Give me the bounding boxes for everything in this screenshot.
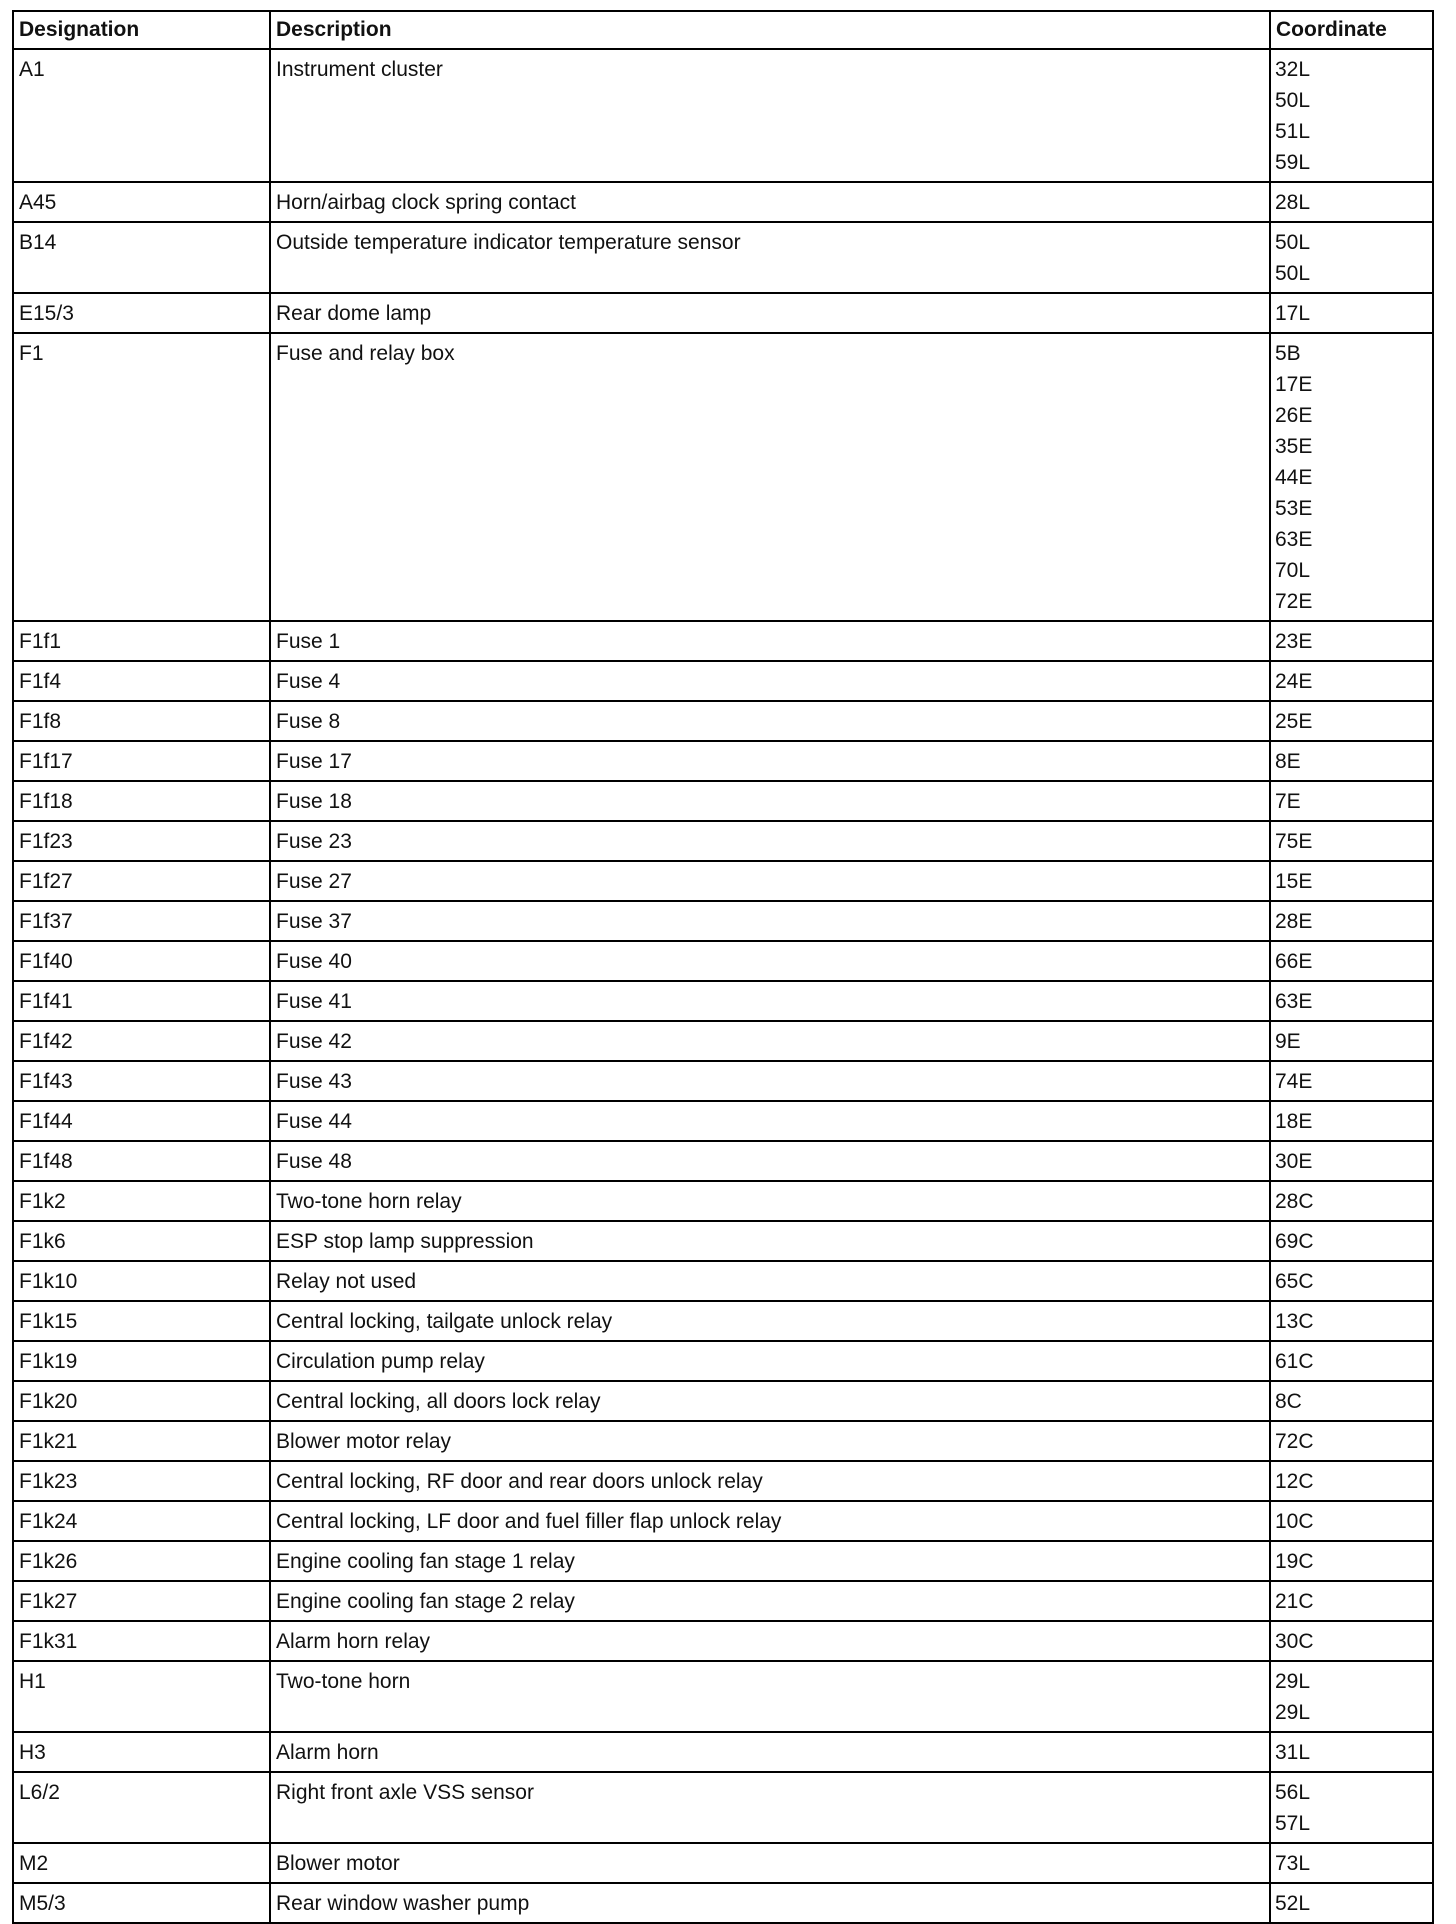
coordinate-cell [1270,222,1433,293]
coordinate-value: 63E [1275,990,1313,1013]
coordinate-cell [1270,661,1433,701]
designation-cell: F1f41 [13,981,270,1021]
coordinate-value: 72C [1275,1430,1314,1453]
description-cell: Outside temperature indicator temperature sensor [270,222,1270,293]
designation-cell: F1f27 [13,861,270,901]
coordinate-cell [1270,49,1433,182]
coordinate-value: 73L [1275,1852,1311,1875]
description-cell: Rear window washer pump [270,1883,1270,1923]
description-cell: Two-tone horn relay [270,1181,1270,1221]
coordinate-cell [1270,1732,1433,1772]
designation-cell: F1f23 [13,821,270,861]
coordinate-value: 24E [1275,670,1313,693]
description-cell: Fuse and relay box [270,333,1270,621]
description-cell: Blower motor relay [270,1421,1270,1461]
coordinate-cell [1270,1501,1433,1541]
table-row [13,1772,1433,1843]
coordinate-cell [1270,1341,1433,1381]
table-row [13,1061,1433,1101]
header-designation: Designation [13,11,270,49]
coordinate-cell [1270,701,1433,741]
description-cell: Alarm horn relay [270,1621,1270,1661]
table-row [13,1381,1433,1421]
coordinate-cell [1270,781,1433,821]
designation-cell: F1f1 [13,621,270,661]
coordinate-cell [1270,1021,1433,1061]
designation-cell: F1k26 [13,1541,270,1581]
coordinate-value: 28E [1275,910,1313,933]
table-row [13,1421,1433,1461]
table-row [13,49,1433,182]
designation-cell: M5/3 [13,1883,270,1923]
designation-cell: F1f42 [13,1021,270,1061]
table-header [13,11,1433,49]
description-cell: Fuse 43 [270,1061,1270,1101]
designation-cell: F1k10 [13,1261,270,1301]
coordinate-value: 23E [1275,630,1313,653]
designation-cell: F1f43 [13,1061,270,1101]
coordinate-value: 19C [1275,1550,1314,1573]
coordinate-value: 57L [1275,1812,1311,1835]
description-cell: Alarm horn [270,1732,1270,1772]
coordinate-cell [1270,621,1433,661]
description-cell: Fuse 23 [270,821,1270,861]
coordinate-cell [1270,1661,1433,1732]
designation-cell: M2 [13,1843,270,1883]
coordinate-value: 17L [1275,302,1311,325]
coordinate-value: 51L [1275,120,1311,143]
table-row [13,1501,1433,1541]
coordinate-cell [1270,861,1433,901]
table-row [13,781,1433,821]
coordinate-value: 75E [1275,830,1313,853]
designation-cell: F1f17 [13,741,270,781]
coordinate-value: 25E [1275,710,1313,733]
coordinate-value: 12C [1275,1470,1314,1493]
coordinate-cell [1270,741,1433,781]
component-locator-table [12,10,1434,1924]
table-row [13,1621,1433,1661]
coordinate-cell [1270,1581,1433,1621]
coordinate-value: 50L [1275,262,1311,285]
coordinate-value: 15E [1275,870,1313,893]
description-cell: Engine cooling fan stage 1 relay [270,1541,1270,1581]
coordinate-cell [1270,1061,1433,1101]
description-cell: Fuse 42 [270,1021,1270,1061]
description-cell: Fuse 37 [270,901,1270,941]
description-cell: Rear dome lamp [270,293,1270,333]
description-cell: ESP stop lamp suppression [270,1221,1270,1261]
table-row [13,901,1433,941]
table-row [13,741,1433,781]
designation-cell: F1k19 [13,1341,270,1381]
description-cell: Fuse 48 [270,1141,1270,1181]
coordinate-value: 9E [1275,1030,1301,1053]
coordinate-cell [1270,1541,1433,1581]
coordinate-value: 30E [1275,1150,1313,1173]
coordinate-value: 66E [1275,950,1313,973]
table-row [13,1101,1433,1141]
description-cell: Fuse 44 [270,1101,1270,1141]
coordinate-cell [1270,1621,1433,1661]
designation-cell: E15/3 [13,293,270,333]
designation-cell: F1k23 [13,1461,270,1501]
coordinate-value: 59L [1275,151,1311,174]
coordinate-cell [1270,293,1433,333]
designation-cell: H1 [13,1661,270,1732]
table-row [13,1883,1433,1923]
coordinate-value: 56L [1275,1781,1311,1804]
description-cell: Central locking, LF door and fuel filler flap unlock relay [270,1501,1270,1541]
coordinate-value: 26E [1275,404,1313,427]
coordinate-value: 35E [1275,435,1313,458]
description-cell: Two-tone horn [270,1661,1270,1732]
description-cell: Fuse 4 [270,661,1270,701]
table-row [13,1661,1433,1732]
coordinate-cell [1270,1301,1433,1341]
table-row [13,333,1433,621]
description-cell: Fuse 18 [270,781,1270,821]
coordinate-cell [1270,1101,1433,1141]
table-row [13,1141,1433,1181]
coordinate-cell [1270,941,1433,981]
coordinate-value: 28C [1275,1190,1314,1213]
designation-cell: F1k31 [13,1621,270,1661]
table-row [13,1341,1433,1381]
description-cell: Blower motor [270,1843,1270,1883]
header-description: Description [270,11,1270,49]
table-row [13,1181,1433,1221]
table-row [13,661,1433,701]
table-row [13,1461,1433,1501]
coordinate-cell [1270,1461,1433,1501]
coordinate-value: 50L [1275,89,1311,112]
description-cell: Fuse 40 [270,941,1270,981]
coordinate-value: 50L [1275,231,1311,254]
description-cell: Right front axle VSS sensor [270,1772,1270,1843]
table-row [13,981,1433,1021]
coordinate-value: 7E [1275,790,1301,813]
coordinate-value: 30C [1275,1630,1314,1653]
coordinate-value: 28L [1275,191,1311,214]
table-row [13,701,1433,741]
designation-cell: F1f48 [13,1141,270,1181]
coordinate-cell [1270,1883,1433,1923]
table-row [13,293,1433,333]
table-row [13,1843,1433,1883]
table-row [13,821,1433,861]
coordinate-cell [1270,821,1433,861]
designation-cell: F1f44 [13,1101,270,1141]
coordinate-value: 13C [1275,1310,1314,1333]
description-cell: Fuse 41 [270,981,1270,1021]
designation-cell: F1k20 [13,1381,270,1421]
coordinate-value: 44E [1275,466,1313,489]
designation-cell: A1 [13,49,270,182]
designation-cell: F1f18 [13,781,270,821]
designation-cell: F1f37 [13,901,270,941]
table-row [13,1261,1433,1301]
coordinate-value: 52L [1275,1892,1311,1915]
description-cell: Instrument cluster [270,49,1270,182]
table-row [13,182,1433,222]
coordinate-value: 69C [1275,1230,1314,1253]
coordinate-value: 18E [1275,1110,1313,1133]
description-cell: Engine cooling fan stage 2 relay [270,1581,1270,1621]
table-row [13,1581,1433,1621]
description-cell: Fuse 17 [270,741,1270,781]
description-cell: Horn/airbag clock spring contact [270,182,1270,222]
designation-cell: B14 [13,222,270,293]
coordinate-value: 8C [1275,1390,1302,1413]
designation-cell: H3 [13,1732,270,1772]
designation-cell: F1f8 [13,701,270,741]
description-cell: Central locking, tailgate unlock relay [270,1301,1270,1341]
designation-cell: F1k27 [13,1581,270,1621]
table-row [13,941,1433,981]
coordinate-value: 17E [1275,373,1313,396]
coordinate-value: 10C [1275,1510,1314,1533]
designation-cell: F1 [13,333,270,621]
description-cell: Circulation pump relay [270,1341,1270,1381]
designation-cell: F1f4 [13,661,270,701]
header-coordinate: Coordinate [1270,11,1433,49]
table-row [13,1021,1433,1061]
table-row [13,1301,1433,1341]
table-row [13,1732,1433,1772]
coordinate-value: 32L [1275,58,1311,81]
designation-cell: F1k15 [13,1301,270,1341]
description-cell: Fuse 27 [270,861,1270,901]
designation-cell: L6/2 [13,1772,270,1843]
coordinate-cell [1270,1772,1433,1843]
designation-cell: F1k21 [13,1421,270,1461]
designation-cell: F1k24 [13,1501,270,1541]
coordinate-cell [1270,1141,1433,1181]
designation-cell: F1k6 [13,1221,270,1261]
table-row [13,1221,1433,1261]
header-row [13,11,1433,49]
coordinate-value: 29L [1275,1701,1311,1724]
coordinate-cell [1270,182,1433,222]
coordinate-cell [1270,1181,1433,1221]
coordinate-value: 8E [1275,750,1301,773]
coordinate-value: 70L [1275,559,1311,582]
coordinate-cell [1270,901,1433,941]
table-row [13,1541,1433,1581]
coordinate-value: 31L [1275,1741,1311,1764]
table-row [13,222,1433,293]
description-cell: Fuse 8 [270,701,1270,741]
coordinate-cell [1270,333,1433,621]
coordinate-value: 5B [1275,342,1301,365]
description-cell: Central locking, RF door and rear doors unlock relay [270,1461,1270,1501]
coordinate-value: 21C [1275,1590,1314,1613]
designation-cell: F1f40 [13,941,270,981]
coordinate-cell [1270,1843,1433,1883]
designation-cell: A45 [13,182,270,222]
designation-cell: F1k2 [13,1181,270,1221]
coordinate-value: 53E [1275,497,1313,520]
table-row [13,621,1433,661]
description-cell: Relay not used [270,1261,1270,1301]
coordinate-value: 63E [1275,528,1313,551]
coordinate-cell [1270,1261,1433,1301]
coordinate-value: 65C [1275,1270,1314,1293]
coordinate-cell [1270,1381,1433,1421]
coordinate-cell [1270,981,1433,1021]
description-cell: Central locking, all doors lock relay [270,1381,1270,1421]
coordinate-value: 29L [1275,1670,1311,1693]
description-cell: Fuse 1 [270,621,1270,661]
coordinate-value: 61C [1275,1350,1314,1373]
coordinate-cell [1270,1221,1433,1261]
coordinate-value: 74E [1275,1070,1313,1093]
table-row [13,861,1433,901]
table-body [13,49,1433,1923]
coordinate-value: 72E [1275,590,1313,613]
coordinate-cell [1270,1421,1433,1461]
